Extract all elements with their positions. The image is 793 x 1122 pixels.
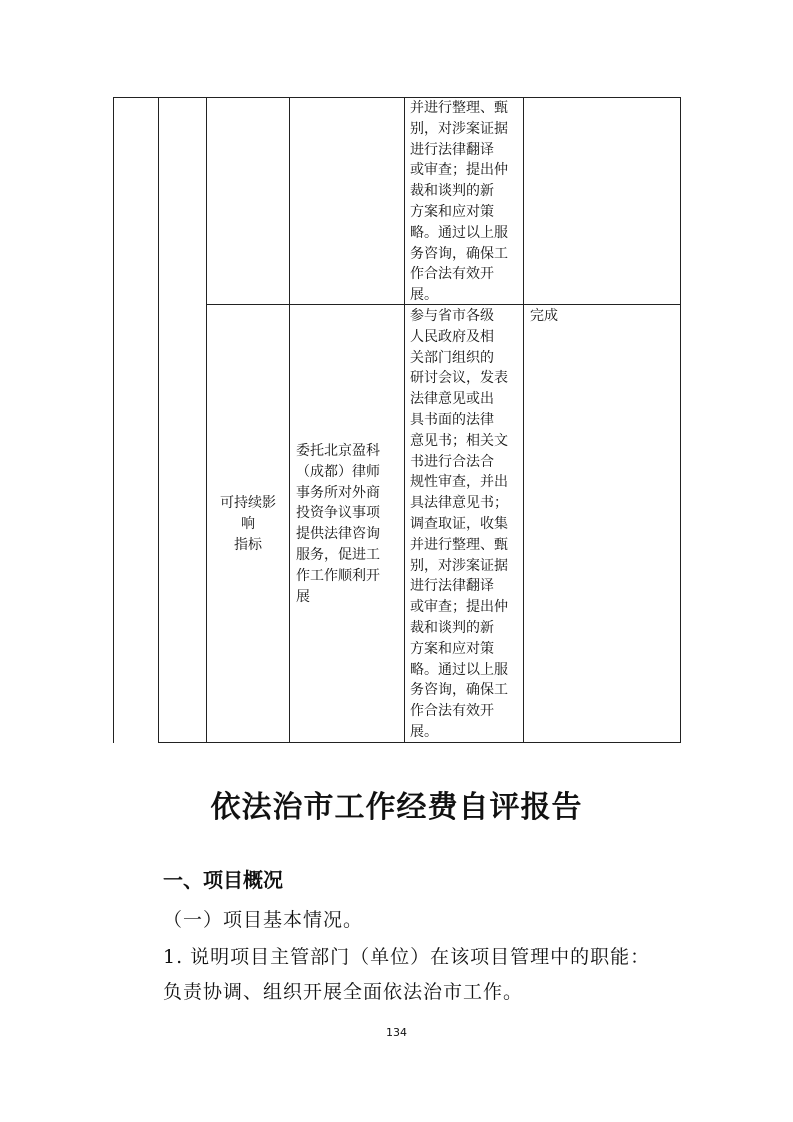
table-cell-content [296,441,380,607]
cell-text-line: 研讨会议，发表 [410,370,508,387]
paragraph-line: 负责协调、组织开展全面依法治市工作。 [163,981,524,1003]
cell-text-line: 务咨询，确保工 [410,245,508,262]
cell-text-line: 或审查；提出仲 [410,599,508,616]
cell-text-line: 规性审查，并出 [410,474,508,491]
cell-text-line: 调查取证，收集 [410,515,508,532]
cell-text-line: （成都）律师 [296,463,380,480]
cell-text-line: 服务，促进工 [296,546,380,563]
section-heading: 一、项目概况 [163,868,283,892]
cell-text-line: 并进行整理、甄 [410,100,508,116]
subsection-heading: （一）项目基本情况。 [163,909,364,931]
cell-text-line: 别，对涉案证据 [410,557,508,574]
cell-text-line: 委托北京盈科 [296,443,380,459]
cell-text-line: 进行法律翻译 [410,141,494,158]
cell-text-line: 裁和谈判的新 [410,183,494,200]
table-border-right [680,97,681,743]
cell-text-line: 提供法律咨询 [296,526,380,543]
table-cell-indicator [207,493,289,555]
table-cell-effect [410,98,508,306]
cell-text-line: 作合法有效开 [410,703,494,720]
table-col-divider [289,97,290,743]
table-border-left [113,97,114,743]
table-col-divider [523,97,524,743]
cell-text-line: 展 [296,588,310,605]
cell-text-line: 意见书；相关文 [410,432,508,449]
cell-text-line: 投资争议事项 [296,505,380,522]
page-number: 134 [386,1026,407,1039]
cell-text-line: 可持续影 [220,495,276,511]
cell-text-line: 务咨询，确保工 [410,682,508,699]
cell-text-line: 并进行整理、甄 [410,536,508,553]
cell-text-line: 关部门组织的 [410,349,494,366]
document-title: 依法治市工作经费自评报告 [210,790,583,825]
cell-text-line: 具书面的法律 [410,411,494,428]
table-cell-status: 完成 [530,308,558,324]
cell-text-line: 别，对涉案证据 [410,120,508,137]
table-col-divider [404,97,405,743]
cell-text-line: 展。 [410,287,438,304]
paragraph-line: 1. 说明项目主管部门（单位）在该项目管理中的职能： [163,946,651,968]
cell-text-line: 略。通过以上服 [410,224,508,241]
cell-text-line: 略。通过以上服 [410,661,508,678]
cell-text-line: 方案和应对策 [410,203,494,220]
cell-text-line: 参与省市各级 [410,308,494,324]
cell-text-line: 具法律意见书； [410,495,508,512]
cell-text-line: 响 [241,515,255,532]
table-cell-effect [410,306,508,743]
cell-text-line: 裁和谈判的新 [410,619,494,636]
cell-text-line: 或审查；提出仲 [410,162,508,179]
cell-text-line: 进行法律翻译 [410,578,494,595]
cell-text-line: 展。 [410,723,438,740]
cell-text-line: 书进行合法合 [410,453,494,470]
table-border-top [113,97,681,98]
cell-text-line: 方案和应对策 [410,640,494,657]
cell-text-line: 法律意见或出 [410,391,494,408]
table-col-divider [206,97,207,743]
table-col-divider [158,97,159,743]
cell-text-line: 作合法有效开 [410,266,494,283]
cell-text-line: 事务所对外商 [296,484,380,501]
cell-text-line: 作工作顺利开 [296,567,380,584]
cell-text-line: 人民政府及相 [410,328,494,345]
cell-text-line: 指标 [234,536,262,553]
